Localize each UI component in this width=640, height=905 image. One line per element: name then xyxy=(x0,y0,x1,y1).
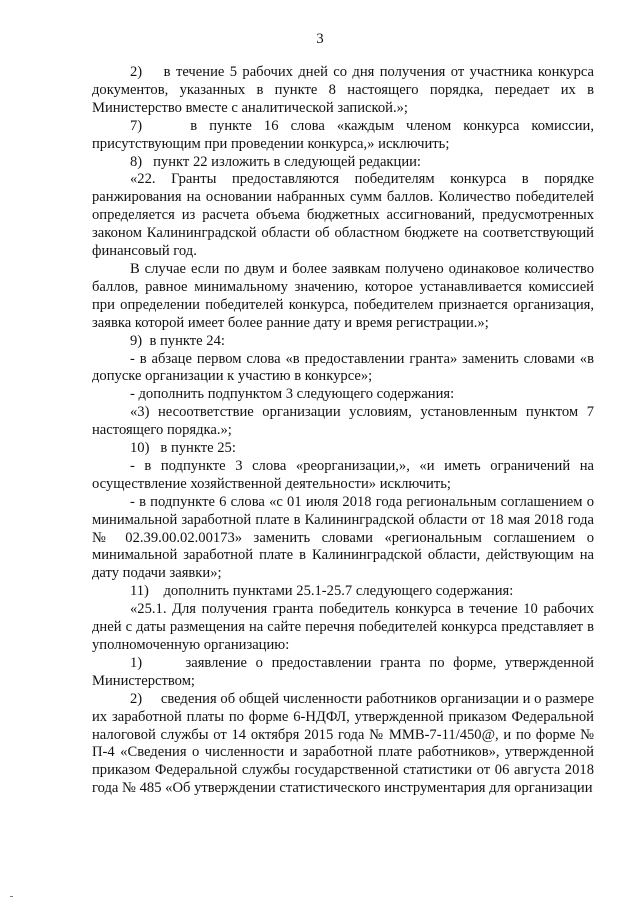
paragraph-item-8: 8) пункт 22 изложить в следующей редакции: xyxy=(130,153,421,170)
paragraph-item-11: 11) дополнить пунктами 25.1-25.7 следующего содержания: xyxy=(130,583,514,600)
paragraph-add-subitem-3: - дополнить подпунктом 3 следующего содержания: xyxy=(130,386,455,403)
paragraph-equal-scores: В случае если по двум и более заявкам получено одинаковое количество баллов, равное минимальному значению, которое устанавливается комиссией при определении победителей конкурса, победителем признается организация, заявка которой имеет более ранние дату и время регистрации.»; xyxy=(92,260,594,331)
paragraph-subitem-3-text: «3) несоответствие организации условиям, установленным пунктом 7 настоящего порядка.»; xyxy=(92,404,594,439)
paragraph-item-9: 9) в пункте 24: xyxy=(130,332,225,349)
paragraph-list-item-2: 2) сведения об общей численности работников организации и о размере их заработной платы по форме 6-НДФЛ, утвержденной приказом Федеральной налоговой службы от 14 октября 2015 года № ММВ-7-11/450@, и по форме № П-4 «Сведения о численности и заработной плате работников», утвержденной приказом Федеральной службы государственной статистики от 06 августа 2018 года № 485 «Об утверждении статистического инструментария для организации xyxy=(92,690,594,797)
scan-artifact xyxy=(10,896,13,897)
paragraph-item-2: 2) в течение 5 рабочих дней со дня получения от участника конкурса документов, указанных в пункте 8 настоящего порядка, передает их в Министерство вместе с аналитической запиской.»; xyxy=(92,64,594,116)
paragraph-item-10: 10) в пункте 25: xyxy=(130,440,236,457)
paragraph-item-7: 7) в пункте 16 слова «каждым членом конкурса комиссии, присутствующим при проведении конкурса,» исключить; xyxy=(92,117,594,152)
paragraph-clause-25-1: «25.1. Для получения гранта победитель конкурса в течение 10 рабочих дней с даты размещения на сайте перечня победителей конкурса представляет в уполномоченную организацию: xyxy=(92,601,594,653)
page-number: 3 xyxy=(316,31,324,47)
paragraph-list-item-1: 1) заявление о предоставлении гранта по форме, утвержденной Министерством; xyxy=(92,654,594,689)
paragraph-clause-22: «22. Гранты предоставляются победителям конкурса в порядке ранжирования на основании набранных сумм баллов. Количество победителей определяется из расчета объема бюджетных ассигнований, предусмотренных законом Калининградской области об областном бюджете на соответствующий финансовый год. xyxy=(92,171,594,260)
paragraph-subitem-3-exclude: - в подпункте 3 слова «реорганизации,», «и иметь ограничений на осуществление хозяйственной деятельности» исключить; xyxy=(92,457,594,492)
document-body xyxy=(92,64,594,798)
paragraph-first-indent-replace: - в абзаце первом слова «в предоставлении гранта» заменить словами «в допуске организации к участию в конкурсе»; xyxy=(92,350,594,385)
paragraph-subitem-6-replace: - в подпункте 6 слова «с 01 июля 2018 года региональным соглашением о минимальной заработной плате в Калининградской области от 18 мая 2018 года № 02.39.00.02.00173» заменить словами «региональным соглашением о минимальной заработной плате в Калининградской области, действующим на дату подачи заявки»; xyxy=(92,493,594,582)
